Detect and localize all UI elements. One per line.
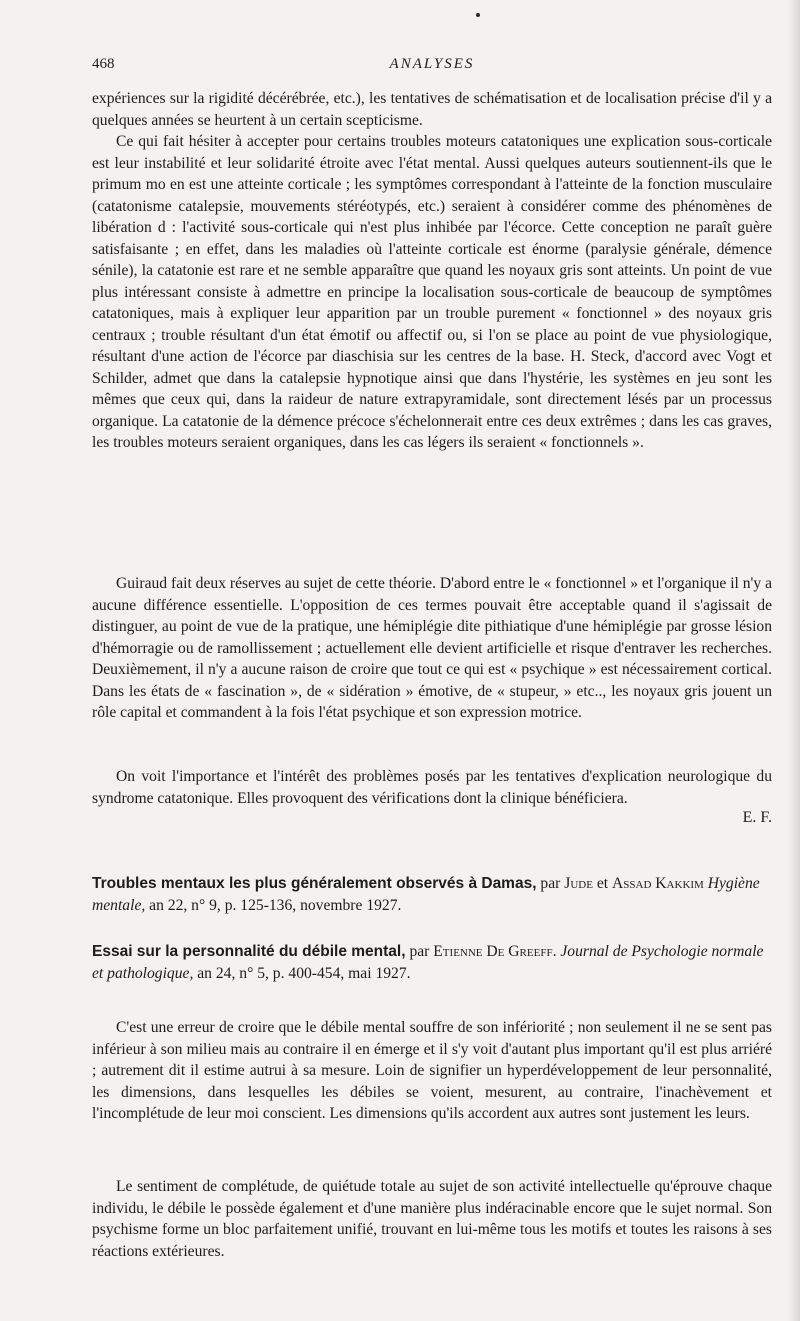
signature-line [92,805,772,827]
paragraph-debile-inferiority: C'est une erreur de croire que le débile mental souffre de son infériorité ; non seulement il ne se sent pas inférieur à son milieu mais au contraire il en émerge et il s'y voit d'autant plus important qu'il est plus arriéré ; autrement dit il estime autrui à sa mesure. Loin de signifier un hyperdéveloppement de leur personnalité, les dimensions, dans lesquelles les débiles se voient, mesurent, au contraire, l'inachèvement et l'incomplétude de leur moi conscient. Les dimensions qu'ils accordent aux autres sont justement les leurs. [92,1019,772,1122]
reference-entry-damas [92,873,772,917]
review-signature: E. F. [742,809,772,826]
paragraph-debile-completude: Le sentiment de complétude, de quiétude totale au sujet de son activité intellectuelle qu'éprouve chaque individu, le débile le possède également et d'une manière plus indéracinable encore que le sujet normal. Son psychisme forme un bloc parfaitement unifié, trouvant en lui-même tous les motifs et toutes les raisons à ses réactions extérieures. [92,1178,772,1260]
reference-author: Jude [564,875,593,892]
reference-entry-debile [92,941,772,985]
page-number: 468 [92,56,115,72]
reference-author: Assad Kakkim [612,875,704,892]
running-title: ANALYSES [389,56,475,72]
page-edge-shadow [788,0,800,1321]
scan-speck [476,13,480,17]
reference-author: Etienne De Greeff. [433,943,557,960]
paragraph-conclusion: On voit l'importance et l'intérêt des problèmes posés par les tentatives d'explication neurologique du syndrome catatonique. Elles provoquent des vérifications dont la clinique bénéficiera. [92,768,772,807]
paragraph-catatonia-localisation: Ce qui fait hésiter à accepter pour certains troubles moteurs catatoniques une explication sous-corticale est leur instabilité et leur solidarité étroite avec l'état mental. Aussi quelques auteurs soutiennent-ils que le primum mo en est une atteinte corticale ; les symptômes correspondant à l'atteinte de la fonction musculaire (catatonisme catalepsie, mouvements stéréotypés, etc.) seraient à considérer comme des phénomènes de libération d : l'activité sous-corticale qui n'est plus inhibée par l'écorce. Cette conception ne paraît guère satisfaisante ; en effet, dans les maladies où l'atteinte corticale est énorme (paralysie générale, démence sénile), la catatonie est rare et ne semble apparaître que quand les noyaux gris sont atteints. Un point de vue plus intéressant consiste à admettre en principe la localisation sous-corticale de beaucoup de symptômes catatoniques, mais à expliquer leur apparition par un trouble purement « fonctionnel » des noyaux gris centraux ; trouble résultant d'un état émotif ou affectif ou, si l'on se place au point de vue physiologique, résultant d'une action de l'écorce par diaschisia sur les centres de la base. H. Steck, d'accord avec Vogt et Schilder, admet que dans la catalepsie hypnotique ainsi que dans l'hystérie, les systèmes en jeu sont les mêmes que ceux qui, dans la raideur de nature extrapyramidale, sont directement lésés par un processus organique. La catatonie de la démence précoce s'échelonnerait entre ces deux extrêmes ; dans les cas graves, les troubles moteurs seraient organiques, dans les cas légers ils seraient « fonctionnels ». [92,133,772,451]
reference-by: par [409,943,430,960]
reference-title: Essai sur la personnalité du débile mental, [92,943,406,960]
reference-journal: Hygiène mentale, [92,875,760,914]
reference-details: an 24, n° 5, p. 400-454, mai 1927. [197,965,411,982]
page-header [92,56,772,80]
reference-title: Troubles mentaux les plus généralement observés à Damas, [92,875,537,892]
reference-journal: Journal de Psychologie normale et pathologique, [92,943,764,982]
reference-details: an 22, n° 9, p. 125-136, novembre 1927. [149,897,402,914]
reference-by: par [540,875,561,892]
paragraph-guiraud-reservations: Guiraud fait deux réserves au sujet de cette théorie. D'abord entre le « fonctionnel » et l'organique il n'y a aucune différence essentielle. L'opposition de ces termes pouvait être acceptable quand il s'agissait de distinguer, au point de vue de la pratique, une hémiplégie dite pithiatique d'une hémiplégie par grosse lésion d'hémorragie ou de ramollissement ; actuellement elle devient artificielle et risque d'entraver les recherches. Deuxièmement, il n'y a aucune raison de croire que tout ce qui est « psychique » est nécessairement cortical. Dans les états de « fascination », de « sidération » émotive, de « stupeur, » etc.., les noyaux gris jouent un rôle capital et commandent à la fois l'état psychique et son expression motrice. [92,575,772,721]
reference-and: et [596,875,609,892]
paragraph-continuation: expériences sur la rigidité décérébrée, etc.), les tentatives de schématisation et de localisation précise d'il y a quelques années se heurtent à un certain scepticisme. [92,90,772,129]
